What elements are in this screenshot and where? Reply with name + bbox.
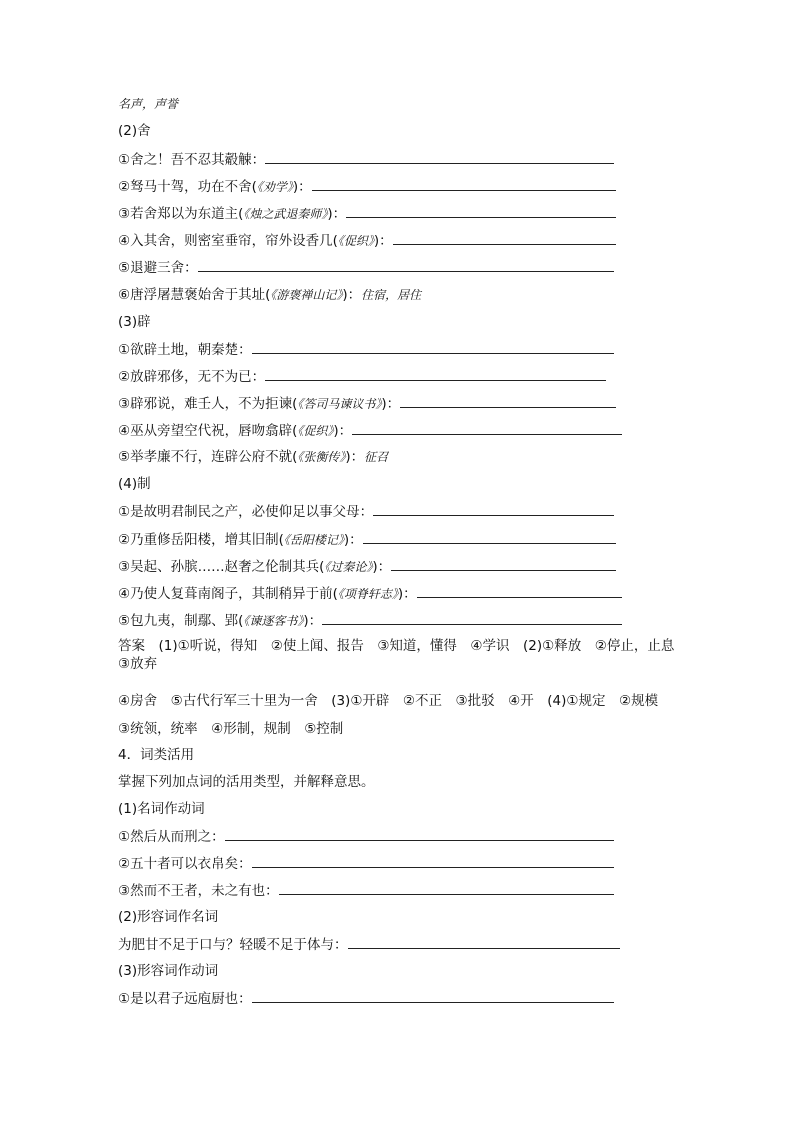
line-suffix: )： <box>345 449 365 465</box>
text-line <box>118 854 614 873</box>
source-title: 《烛之武退秦师》 <box>243 207 328 221</box>
line-text: ①然后从而刑之： <box>118 829 225 845</box>
answer-blank[interactable] <box>225 827 614 841</box>
line-text: ④房舍 ⑤古代行军三十里为一舍 (3)①开辟 ②不正 ③批驳 ④开 (4)①规定 ②规模 <box>118 693 659 709</box>
text-line <box>118 611 622 630</box>
line-text: (2)舍 <box>118 123 151 139</box>
answer-blank[interactable] <box>363 530 616 544</box>
line-text: ②放辟邪侈，无不为已： <box>118 369 266 385</box>
line-text: (4)制 <box>118 476 151 492</box>
line-text: ②驽马十驾，功在不舍( <box>118 179 257 195</box>
text-line <box>118 530 616 549</box>
line-text: ②五十者可以衣帛矣： <box>118 856 252 872</box>
text-line <box>118 150 614 169</box>
source-title: 《岳阳楼记》 <box>283 533 344 547</box>
line-suffix: )： <box>397 586 417 602</box>
text-line <box>118 204 616 223</box>
answer-blank[interactable] <box>417 584 622 598</box>
line-text: ①舍之！吾不忍其觳觫： <box>118 152 266 168</box>
line-text: ④入其舍，则密室垂帘，帘外设香几( <box>118 233 338 249</box>
line-text: ⑤退避三舍： <box>118 260 198 276</box>
answer-blank[interactable] <box>391 557 616 571</box>
text-line <box>118 720 343 738</box>
line-text: 掌握下列加点词的活用类型，并解释意思。 <box>118 774 375 790</box>
line-suffix: )： <box>372 559 392 575</box>
line-text: ③若舍郑以为东道主( <box>118 206 244 222</box>
answer-blank[interactable] <box>279 881 614 895</box>
text-line <box>118 448 388 466</box>
text-line <box>118 421 622 440</box>
answer-blank[interactable] <box>252 854 614 868</box>
text-line <box>118 584 622 603</box>
text-line <box>118 340 614 359</box>
line-text: ⑤举孝廉不行，连辟公府不就( <box>118 449 298 465</box>
answer-text: 征召 <box>364 450 389 464</box>
line-suffix: )： <box>292 179 312 195</box>
source-title: 《促织》 <box>337 234 374 248</box>
answer-blank[interactable] <box>265 367 606 381</box>
line-suffix: )： <box>342 287 362 303</box>
source-title: 《答司马谏议书》 <box>297 397 382 411</box>
line-suffix: )： <box>373 233 393 249</box>
line-suffix: )： <box>303 613 323 629</box>
text-line <box>118 746 194 764</box>
answer-blank[interactable] <box>252 989 614 1003</box>
line-text: (1)名词作动词 <box>118 801 205 817</box>
source-title: 《促织》 <box>297 424 334 438</box>
line-text: 为肥甘不足于口与？轻暖不足于体与： <box>118 937 348 953</box>
answer-blank[interactable] <box>373 502 614 516</box>
line-text: ②乃重修岳阳楼，增其旧制( <box>118 532 284 548</box>
answer-blank[interactable] <box>312 177 616 191</box>
text-line <box>118 989 614 1008</box>
text-line <box>118 827 614 846</box>
answer-blank[interactable] <box>346 204 616 218</box>
answer-blank[interactable] <box>252 340 614 354</box>
source-title: 《游褒禅山记》 <box>270 288 343 302</box>
line-text: ①是以君子远庖厨也： <box>118 991 252 1007</box>
text-line <box>118 637 688 673</box>
answer-text: 住宿，居住 <box>361 288 422 302</box>
line-suffix: )： <box>381 396 401 412</box>
source-title: 《项脊轩志》 <box>337 587 398 601</box>
text-line <box>118 286 421 304</box>
line-text: (3)形容词作动词 <box>118 963 219 979</box>
line-text: ④巫从旁望空代祝，唇吻翕辟( <box>118 423 298 439</box>
answer-blank[interactable] <box>198 258 614 272</box>
text-line <box>118 95 178 113</box>
answer-blank[interactable] <box>393 231 616 245</box>
line-text: 4．词类活用 <box>118 747 195 763</box>
text-line <box>118 258 614 277</box>
answer-text: 名声，声誉 <box>118 97 179 111</box>
text-line <box>118 177 616 196</box>
line-text: ①欲辟土地，朝秦楚： <box>118 342 252 358</box>
line-text: ④乃使人复葺南阁子，其制稍异于前( <box>118 586 338 602</box>
line-text: ③辟邪说，难壬人，不为拒谏( <box>118 396 298 412</box>
answer-blank[interactable] <box>322 611 622 625</box>
answer-blank[interactable] <box>348 935 620 949</box>
line-text: ③统领，统率 ④形制，规制 ⑤控制 <box>118 721 344 737</box>
text-line <box>118 962 218 980</box>
line-text: ①是故明君制民之产，必使仰足以事父母： <box>118 504 374 520</box>
text-line <box>118 231 616 250</box>
text-line <box>118 773 375 791</box>
line-text: (3)辟 <box>118 314 151 330</box>
text-line <box>118 313 151 331</box>
source-title: 《劝学》 <box>256 180 293 194</box>
text-line <box>118 475 151 493</box>
text-line <box>118 502 614 521</box>
text-line <box>118 367 606 386</box>
source-title: 《张衡传》 <box>297 450 346 464</box>
line-text: ③吴起、孙膑……赵奢之伦制其兵( <box>118 559 325 575</box>
line-text: 答案 (1)①听说，得知 ②使上闻、报告 ③知道，懂得 ④学识 (2)①释放 ②停止，止息 ③放弃 <box>118 638 688 672</box>
text-line <box>118 935 620 954</box>
line-suffix: )： <box>327 206 347 222</box>
text-line <box>118 800 205 818</box>
line-text: ③然而不王者，未之有也： <box>118 883 279 899</box>
text-line <box>118 122 151 140</box>
text-line <box>118 908 218 926</box>
text-line <box>118 394 616 413</box>
text-line <box>118 692 658 710</box>
source-title: 《过秦论》 <box>324 560 373 574</box>
line-suffix: )： <box>343 532 363 548</box>
line-text: ⑤包九夷，制鄢、郢( <box>118 613 244 629</box>
answer-blank[interactable] <box>352 421 622 435</box>
line-text: ⑥唐浮屠慧褒始舍于其址( <box>118 287 271 303</box>
source-title: 《谏逐客书》 <box>243 614 304 628</box>
text-line <box>118 557 616 576</box>
answer-blank[interactable] <box>400 394 616 408</box>
line-suffix: )： <box>333 423 353 439</box>
line-text: (2)形容词作名词 <box>118 909 219 925</box>
answer-blank[interactable] <box>265 150 614 164</box>
text-line <box>118 881 614 900</box>
